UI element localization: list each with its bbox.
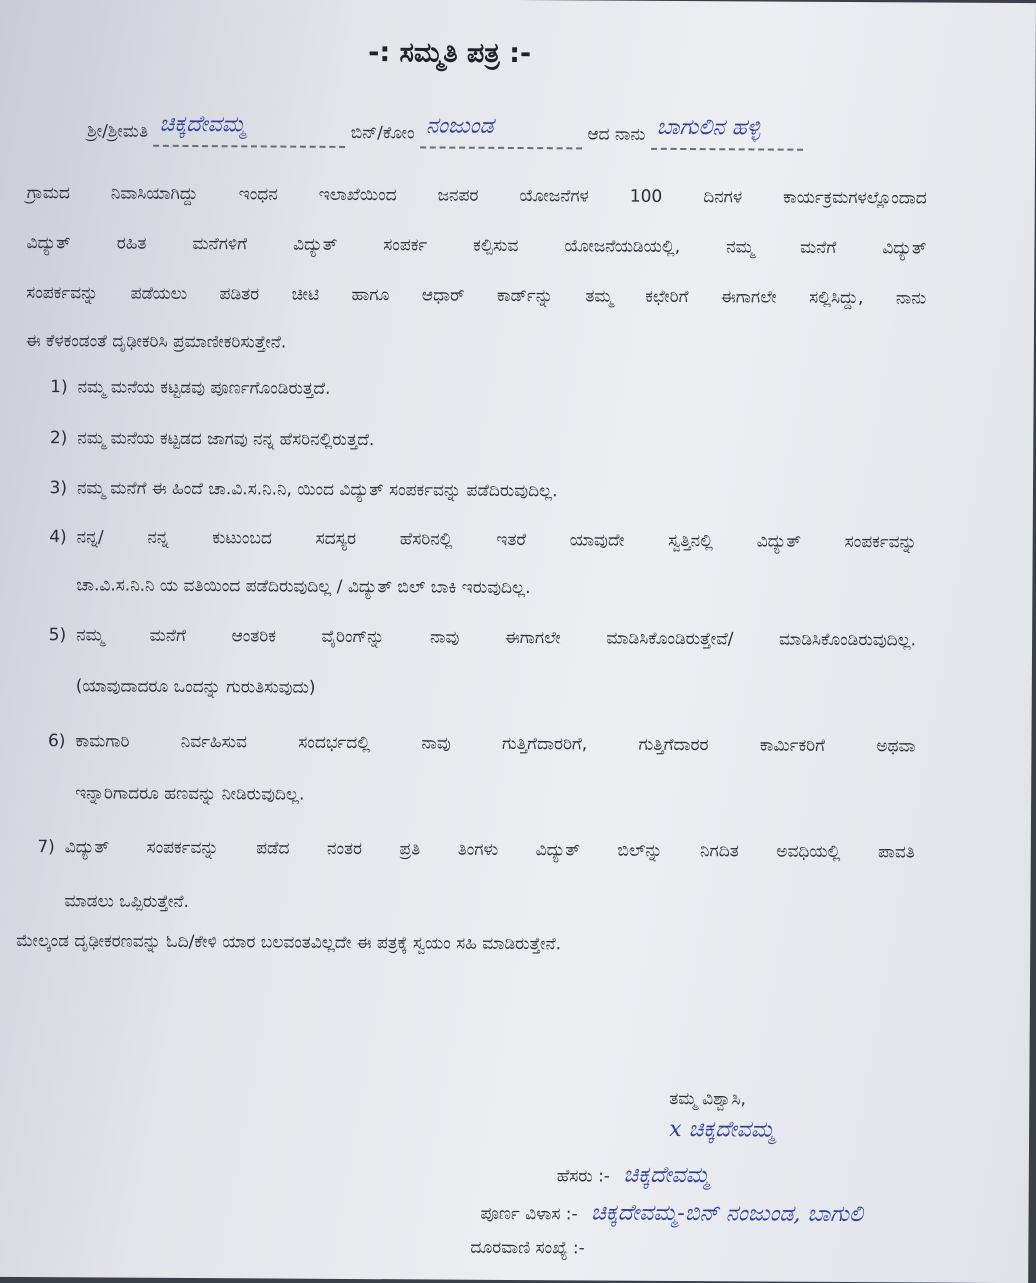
item-text-line: ಮಾಡಲು ಒಪ್ಪಿರುತ್ತೇನೆ. [64,891,189,913]
item-text-block [77,527,917,552]
intro-line-3: ಸಂಪರ್ಕವನ್ನು ಪಡೆಯಲು ಪಡಿತರ ಚೀಟಿ ಹಾಗೂ ಆಧಾರ್ ಕಾರ್ಡ್‌ನ್ನು ತಮ್ಮ ಕಛೇರಿಗೆ ಈಗಾಗಲೇ ಸಲ್ಲಿಸಿದ್ದು, ನಾನು [26,283,927,309]
name-label: ಹೆಸರು :- [556,1166,611,1187]
address-handwritten: ಚಿಕ್ಕದೇವಮ್ಮ-ಬಿನ್ ನಂಜುಂಡ, ಬಾಗುಲಿ [590,1200,864,1228]
yours-faithfully: ತಮ್ಮ ವಿಶ್ವಾಸಿ, [669,1088,747,1110]
ada-naanu-label: ಆದ ನಾನು [587,124,646,145]
salutation-label: ಶ್ರೀ/ಶ್ರೀಮತಿ [87,121,149,142]
applicant-details-line [87,111,803,151]
item-text: ನಮ್ಮ ಮನೆಗೆ ಈ ಹಿಂದೆ ಚಾ.ವಿ.ಸ.ನಿ.ನಿ, ಯಿಂದ ವಿದ್ಯುತ್ ಸಂಪರ್ಕವನ್ನು ಪಡೆದಿರುವುದಿಲ್ಲ. [76,478,558,502]
intro-line-2: ವಿದ್ಯುತ್ ರಹಿತ ಮನೆಗಳಿಗೆ ವಿದ್ಯುತ್ ಸಂಪರ್ಕ ಕಲ್ಪಿಸುವ ಯೋಜನೆಯಡಿಯಲ್ಲಿ, ನಮ್ಮ ಮನೆಗೆ ವಿದ್ಯುತ್ [26,233,927,259]
item-number: 5) [48,625,67,646]
item-text: ನಮ್ಮ ಮನೆಯ ಕಟ್ಟಡದ ಜಾಗವು ನನ್ನ ಹೆಸರಿನಲ್ಲಿರುತ್ತದೆ. [77,428,375,451]
relation-name-field [420,113,582,149]
village-name-field [651,114,803,151]
phone-line [470,1238,585,1259]
closing-statement: ಮೇಲ್ಕಂಡ ದೃಢೀಕರಣವನ್ನು ಓದಿ/ಕೇಳಿ ಯಾರ ಬಲವಂತವಿಲ್ಲದೇ ಈ ಪತ್ರಕ್ಕೆ ಸ್ವಯಂ ಸಹಿ ಮಾಡಿರುತ್ತೇನೆ. [16,930,562,955]
item-number: 2) [49,428,68,449]
item-text-line: ಕಾಮಗಾರಿ ನಿರ್ವಹಿಸುವ ಸಂದರ್ಭದಲ್ಲಿ ನಾವು ಗುತ್ತಿಗೆದಾರರಿಗೆ, ಗುತ್ತಿಗೆದಾರರ ಕಾರ್ಮಿಕರಿಗೆ ಅಥವಾ [75,731,916,757]
relation-label: ಬಿನ್/ಕೋಂ [350,122,415,144]
address-label: ಪೂರ್ಣ ವಿಳಾಸ :- [480,1203,578,1225]
document-title: -: ಸಮ್ಮತಿ ಪತ್ರ :- [368,37,532,70]
name-handwritten: ಚಿಕ್ಕದೇವಮ್ಮ [623,1162,710,1189]
item-text-line: ಇನ್ನಾರಿಗಾದರೂ ಹಣವನ್ನು ನೀಡಿರುವುದಿಲ್ಲ. [75,783,305,805]
item-text-block [76,625,916,650]
signature-mark: x ಚಿಕ್ಕದೇವಮ್ಮ [669,1116,775,1143]
relation-name-handwritten: ನಂಜುಂಡ [425,113,494,139]
item-text-line: ವಿದ್ಯುತ್ ಸಂಪರ್ಕವನ್ನು ಪಡೆದ ನಂತರ ಪ್ರತಿ ತಿಂಗಳು ವಿದ್ಯುತ್ ಬಿಲ್‌ನ್ನು ನಿಗದಿತ ಅವಧಿಯಲ್ಲಿ ಪಾವತಿ [64,837,915,863]
item-number: 7) [37,837,55,858]
item-number: 1) [50,377,68,398]
item-text-line: ನನ್ನ/ ನನ್ನ ಕುಟುಂಬದ ಸದಸ್ಯರ ಹೆಸರಿನಲ್ಲಿ ಇತರೆ ಯಾವುದೇ ಸ್ವತ್ತಿನಲ್ಲಿ ವಿದ್ಯುತ್ ಸಂಪರ್ಕವನ್ನು [76,527,917,553]
applicant-name-field [153,111,345,149]
item-number: 3) [49,478,68,499]
name-line [557,1162,710,1188]
signature-handwritten [669,1117,775,1143]
item-text-line: ಚಾ.ವಿ.ಸ.ನಿ.ನಿ ಯ ವತಿಯಿಂದ ಪಡೆದಿರುವುದಿಲ್ಲ / ವಿದ್ಯುತ್ ಬಿಲ್ ಬಾಕಿ ಇರುವುದಿಲ್ಲ. [76,575,531,599]
intro-line-1: ಗ್ರಾಮದ ನಿವಾಸಿಯಾಗಿದ್ದು ಇಂಧನ ಇಲಾಖೆಯಿಂದ ಜನಪರ ಯೋಜನೆಗಳ 100 ದಿನಗಳ ಕಾರ್ಯಕ್ರಮಗಳಲ್ಲೊಂದಾದ [26,183,927,209]
item-text: ನಮ್ಮ ಮನೆಯ ಕಟ್ಟಡವು ಪೂರ್ಣಗೊಂಡಿರುತ್ತದೆ. [77,377,331,399]
intro-line-4: ಈ ಕೆಳಕಂಡಂತೆ ದೃಢೀಕರಿಸಿ ಪ್ರಮಾಣೀಕರಿಸುತ್ತೇನೆ. [25,331,287,353]
applicant-name-handwritten: ಚಿಕ್ಕದೇವಮ್ಮ [159,111,246,138]
item-text-block [75,731,915,756]
village-name-handwritten: ಬಾಗುಲಿನ ಹಳ್ಳಿ [656,114,761,141]
phone-label: ದೂರವಾಣಿ ಸಂಖ್ಯೆ :- [470,1237,585,1259]
item-number: 4) [49,527,67,548]
item-text-block [65,837,915,862]
item-text-line: ನಮ್ಮ ಮನೆಗೆ ಆಂತರಿಕ ವೈರಿಂಗ್‌ನ್ನು ನಾವು ಈಗಾಗಲೇ ಮಾಡಿಸಿಕೊಂಡಿರುತ್ತೇವೆ/ ಮಾಡಿಸಿಕೊಂಡಿರುವುದಿಲ್ಲ. [76,625,917,651]
item-number: 6) [47,731,66,752]
address-line [481,1200,864,1227]
item-text-line: (ಯಾವುದಾದರೂ ಒಂದನ್ನು ಗುರುತಿಸುವುದು) [75,676,316,698]
